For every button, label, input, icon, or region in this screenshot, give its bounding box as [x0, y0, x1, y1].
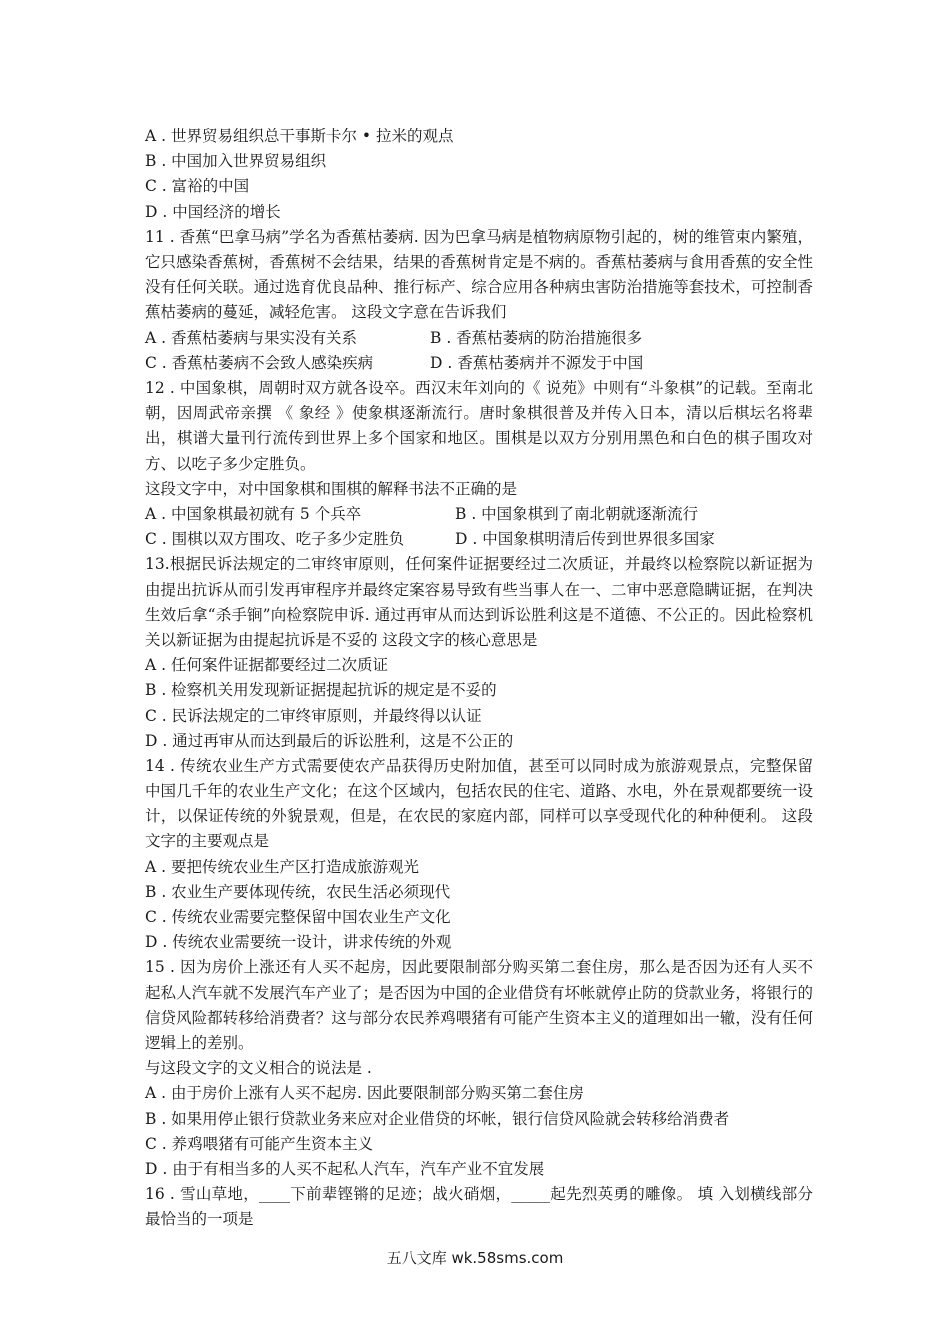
- q13-option-b: B . 检察机关用发现新证据提起抗诉的规定是不妥的: [145, 681, 497, 700]
- q12-option-a: A . 中国象棋最初就有 5 个兵卒: [145, 504, 362, 523]
- q11-option-b: B . 香蕉枯萎病的防治措施很多: [430, 328, 643, 347]
- document-body: [145, 124, 813, 1233]
- question-15-text: 15 . 因为房价上涨还有人买不起房，因此要限制部分购买第二套住房，那么是否因为还有人买不起私人汽车就不发展汽车产业了；是否因为中国的企业借贷有坏帐就停止防的贷款业务，将银行的信贷风险都转移给消费者？这与部分农民养鸡喂猪有可能产生资本主义的道理如出一辙，没有任何逻辑上的差别。: [145, 958, 813, 1053]
- option-b: B . 中国加入世界贸易组织: [145, 152, 327, 171]
- q14-option-c: C . 传统农业需要完整保留中国农业生产文化: [145, 908, 451, 927]
- q14-option-b: B . 农业生产要体现传统，农民生活必须现代: [145, 882, 451, 901]
- question-12-options-row-2: [145, 527, 813, 552]
- q14-option-d: D . 传统农业需要统一设计，讲求传统的外观: [145, 933, 452, 952]
- q13-option-c: C . 民诉法规定的二审终审原则，并最终得以认证: [145, 706, 482, 725]
- footer-watermark: 五八文库 wk.58sms.com: [386, 1249, 564, 1267]
- q12-option-d: D . 中国象棋明清后传到世界很多国家: [455, 530, 715, 549]
- q11-option-a: A . 香蕉枯萎病与果实没有关系: [145, 328, 357, 347]
- question-12-stem: 这段文字中，对中国象棋和围棋的解释书法不正确的是: [145, 479, 518, 498]
- q12-option-c: C . 围棋以双方围攻、吃子多少定胜负: [145, 530, 405, 549]
- question-15-stem: 与这段文字的文义相合的说法是 .: [145, 1059, 372, 1078]
- question-14-text: 14 . 传统农业生产方式需要使农产品获得历史附加值，甚至可以同时成为旅游观景点，完整保留中国几千年的农业生产文化；在这个区域内，包括农民的住宅、道路、水电，外在景观都要统一设计，以保证传统的外貌景观，但是，在农民的家庭内部，同样可以享受现代化的种种便利。 这段文字的主要观点是: [145, 756, 813, 851]
- option-d: D . 中国经济的增长: [145, 202, 281, 221]
- q15-option-c: C . 养鸡喂猪有可能产生资本主义: [145, 1134, 374, 1153]
- question-11-options-row-2: [145, 351, 813, 376]
- q11-option-c: C . 香蕉枯萎病不会致人感染疾病: [145, 353, 374, 372]
- option-c: C . 富裕的中国: [145, 177, 250, 196]
- q15-option-d: D . 由于有相当多的人买不起私人汽车，汽车产业不宜发展: [145, 1160, 545, 1178]
- q12-option-b: B . 中国象棋到了南北朝就逐渐流行: [455, 504, 699, 523]
- question-12-options-row-1: [145, 502, 813, 527]
- question-11-text: 11 . 香蕉“巴拿马病”学名为香蕉枯萎病. 因为巴拿马病是植物病原物引起的，树的维管束内繁殖，它只感染香蕉树，香蕉树不会结果，结果的香蕉树肯定是不病的。香蕉枯萎病与食用香蕉的安全性没有任何关联。通过选育优良品种、推行标产、综合应用各种病虫害防治措施等套技术，可控制香蕉枯萎病的蔓延，减轻危害。 这段文字意在告诉我们: [145, 227, 813, 322]
- option-a: A . 世界贸易组织总干事斯卡尔 • 拉米的观点: [145, 127, 454, 145]
- q15-option-b: B . 如果用停止银行贷款业务来应对企业借贷的坏帐，银行信贷风险就会转移给消费者: [145, 1109, 730, 1128]
- question-12-text: 12 . 中国象棋，周朝时双方就各设卒。西汉末年刘向的《 说苑》中则有“斗象棋”的记载。至南北朝，因周武帝亲撰 《 象经 》使象棋逐渐流行。唐时象棋很普及并传入日本，清以后棋坛名将辈出，棋谱大量刊行流传到世界上多个国家和地区。围棋是以双方分别用黑色和白色的棋子围攻对方、以吃子多少定胜负。: [145, 378, 813, 473]
- q11-option-d: D . 香蕉枯萎病并不源发于中国: [430, 353, 644, 372]
- q14-option-a: A . 要把传统农业生产区打造成旅游观光: [145, 857, 419, 876]
- q15-option-a: A . 由于房价上涨有人买不起房. 因此要限制部分购买第二套住房: [145, 1084, 584, 1103]
- q13-option-d: D . 通过再审从而达到最后的诉讼胜利，这是不公正的: [145, 731, 514, 750]
- question-11-options-row-1: [145, 326, 813, 351]
- question-16-text: 16 . 雪山草地，____下前辈铿锵的足迹；战火硝烟，_____起先烈英勇的雕像。 填 入划横线部分最恰当的一项是: [145, 1185, 813, 1229]
- q13-option-a: A . 任何案件证据都要经过二次质证: [145, 656, 388, 675]
- question-13-text: 13.根据民诉法规定的二审终审原则，任何案件证据要经过二次质证，并最终以检察院以新证据为由提出抗诉从而引发再审程序并最终定案容易导致有些当事人在一、二审中恶意隐瞒证据，在判决生效后拿“杀手锏”向检察院申诉. 通过再审从而达到诉讼胜利这是不道德、不公正的。因此检察机关以新证据为由提起抗诉是不妥的 这段文字的核心意思是: [145, 555, 813, 649]
